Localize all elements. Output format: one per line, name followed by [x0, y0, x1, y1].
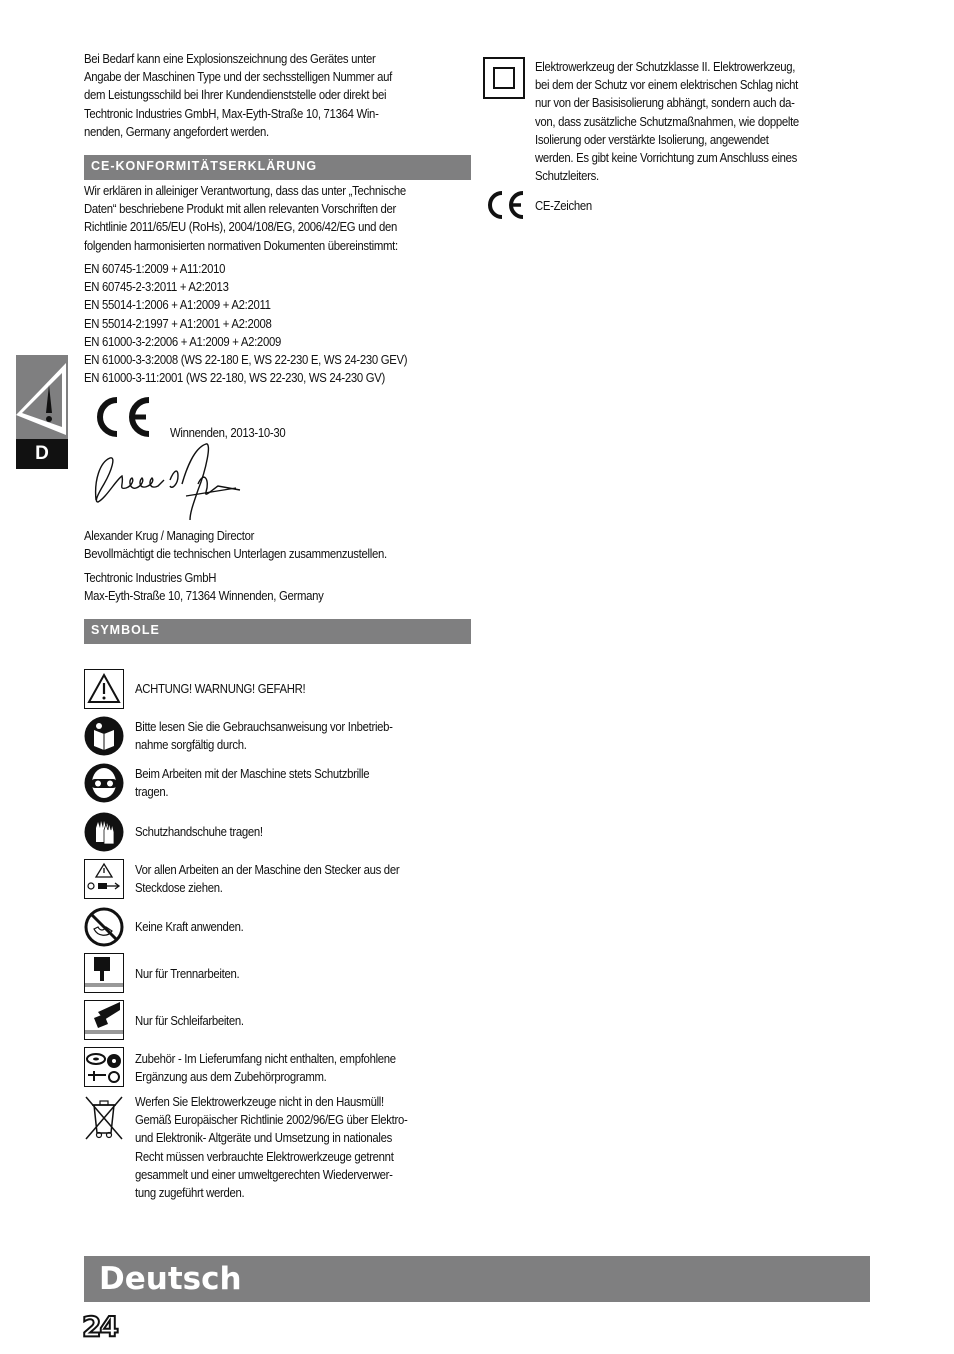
- symbol-line: von, dass zusätzliche Schutzmaßnahmen, wie doppelte: [535, 113, 799, 129]
- cutting-only-icon: [84, 953, 124, 993]
- symbol-text: [135, 718, 393, 754]
- symbols-section-heading-text: SYMBOLE: [91, 623, 160, 637]
- standard-item: EN 61000-3-3:2008 (WS 22-180 E, WS 22-230 E, WS 24-230 GEV): [84, 352, 408, 368]
- standard-item: EN 55014-1:2006 + A1:2009 + A2:2011: [84, 297, 271, 313]
- warning-triangle-icon: [84, 669, 124, 709]
- ce-mark-icon: [88, 394, 152, 440]
- symbols-section-heading: [84, 619, 471, 644]
- footer-language: Deutsch: [99, 1261, 242, 1297]
- standard-item: EN 55014-2:1997 + A1:2001 + A2:2008: [84, 315, 272, 331]
- company-block: [84, 569, 324, 605]
- symbol-line: und Elektronik- Altgeräte und Umsetzung in nationales: [135, 1130, 393, 1146]
- symbol-text: [135, 1012, 244, 1030]
- standards-list: [84, 260, 407, 387]
- signature: [86, 440, 246, 528]
- ce-section-heading-text: CE-KONFORMITÄTSERKLÄRUNG: [91, 159, 318, 173]
- symbol-line: Vor allen Arbeiten an der Maschine den Stecker aus der: [135, 862, 400, 877]
- symbol-line: Werfen Sie Elektrowerkzeuge nicht in den Hausmüll!: [135, 1094, 384, 1109]
- symbol-line: nahme sorgfältig durch.: [135, 737, 247, 753]
- intro-line: Techtronic Industries GmbH, Max-Eyth-Straße 10, 71364 Win-: [84, 105, 379, 121]
- signatory-block: [84, 527, 387, 563]
- symbol-line: Bitte lesen Sie die Gebrauchsanweisung vor Inbetrieb-: [135, 719, 393, 734]
- symbol-line: tragen.: [135, 784, 169, 800]
- intro-line: dem Leistungsschild bei Ihrer Kundendienststelle oder direkt bei: [84, 87, 387, 103]
- intro-line: nenden, Germany angefordert werden.: [84, 123, 269, 139]
- symbol-line: Nur für Schleifarbeiten.: [135, 1013, 244, 1028]
- symbol-line: bei dem der Schutz vor einem elektrischen Schlag nicht: [535, 77, 799, 93]
- declaration-line: folgenden harmonisierten normativen Dokumenten übereinstimmt:: [84, 237, 398, 253]
- declaration-line: Richtlinie 2011/65/EU (RoHs), 2004/108/EG, 2006/42/EG und den: [84, 219, 398, 235]
- company-name: Techtronic Industries GmbH: [84, 570, 217, 585]
- unplug-icon: [84, 859, 124, 899]
- symbol-line: Elektrowerkzeug der Schutzklasse II. Elektrowerkzeug,: [535, 59, 796, 74]
- safety-goggles-icon: [84, 763, 124, 803]
- standard-item: EN 61000-3-11:2001 (WS 22-180, WS 22-230, WS 24-230 GV): [84, 370, 385, 386]
- symbol-text: [135, 765, 369, 801]
- side-tab-label: D: [16, 439, 68, 469]
- standard-item: EN 61000-3-2:2006 + A1:2009 + A2:2009: [84, 333, 281, 349]
- symbol-line: nur von der Basisisolierung abhängt, sondern auch da-: [535, 95, 795, 111]
- ce-mark-text: [535, 197, 592, 215]
- read-manual-icon: [84, 716, 124, 756]
- symbol-text: [135, 918, 243, 936]
- symbol-line: Isolierung oder verstärkte Isolierung, angewendet: [535, 131, 769, 147]
- standard-item: EN 60745-2-3:2011 + A2:2013: [84, 279, 229, 295]
- symbol-line: Zubehör - Im Lieferumfang nicht enthalten, empfohlene: [135, 1051, 396, 1066]
- symbol-text: [135, 823, 263, 841]
- signatory: Alexander Krug / Managing Director: [84, 528, 255, 543]
- intro-line: Bei Bedarf kann eine Explosionszeichnung des Gerätes unter: [84, 51, 376, 66]
- language-side-tab: [16, 355, 68, 469]
- symbol-line: CE-Zeichen: [535, 198, 592, 213]
- intro-paragraph: [84, 50, 392, 141]
- place-date: Winnenden, 2013-10-30: [170, 425, 286, 440]
- symbol-line: gesammelt und einer umweltgerechten Wiederverwer-: [135, 1166, 393, 1182]
- symbol-line: werden. Es gibt keine Vorrichtung zum Anschluss eines: [535, 150, 798, 166]
- symbol-text: [135, 1050, 396, 1086]
- symbol-line: Nur für Trennarbeiten.: [135, 966, 240, 981]
- intro-line: Angabe der Maschinen Type und der sechsstelligen Nummer auf: [84, 69, 392, 85]
- declaration-line: Daten“ beschriebene Produkt mit allen relevanten Vorschriften der: [84, 201, 397, 217]
- symbol-text: [135, 861, 399, 897]
- ce-mark-icon: [483, 189, 525, 221]
- company-address: Max-Eyth-Straße 10, 71364 Winnenden, Germany: [84, 588, 324, 604]
- symbol-text: [135, 1093, 407, 1202]
- weee-bin-icon: [84, 1095, 124, 1141]
- symbol-line: Recht müssen verbrauchte Elektrowerkzeuge getrennt: [135, 1148, 394, 1164]
- symbol-line: ACHTUNG! WARNUNG! GEFAHR!: [135, 681, 306, 696]
- symbol-text: [135, 680, 305, 698]
- symbol-line: Gemäß Europäischer Richtlinie 2002/96/EG über Elektro-: [135, 1112, 408, 1128]
- symbol-line: Keine Kraft anwenden.: [135, 919, 244, 934]
- authorization: Bevollmächtigt die technischen Unterlagen zusammenzustellen.: [84, 546, 387, 562]
- ce-declaration: [84, 182, 406, 255]
- page-number: 24: [82, 1310, 117, 1343]
- standard-item: EN 60745-1:2009 + A11:2010: [84, 261, 226, 276]
- footer-language-band: [84, 1256, 870, 1302]
- no-force-icon: [84, 907, 124, 947]
- symbol-line: Steckdose ziehen.: [135, 880, 223, 896]
- symbol-line: Beim Arbeiten mit der Maschine stets Schutzbrille: [135, 766, 370, 781]
- symbol-line: Schutzleiters.: [535, 168, 599, 184]
- accessory-icon: [84, 1047, 124, 1087]
- symbol-line: Schutzhandschuhe tragen!: [135, 824, 263, 839]
- gloves-icon: [84, 812, 124, 852]
- protection-class-2-icon: [483, 57, 525, 99]
- symbol-line: tung zugeführt werden.: [135, 1185, 245, 1201]
- ce-section-heading: [84, 155, 471, 180]
- warning-triangle-icon: [16, 363, 68, 439]
- protection-class-text: [535, 58, 799, 185]
- grinding-only-icon: [84, 1000, 124, 1040]
- symbol-line: Ergänzung aus dem Zubehörprogramm.: [135, 1069, 327, 1085]
- declaration-line: Wir erklären in alleiniger Verantwortung, dass das unter „Technische: [84, 183, 406, 198]
- symbol-text: [135, 965, 239, 983]
